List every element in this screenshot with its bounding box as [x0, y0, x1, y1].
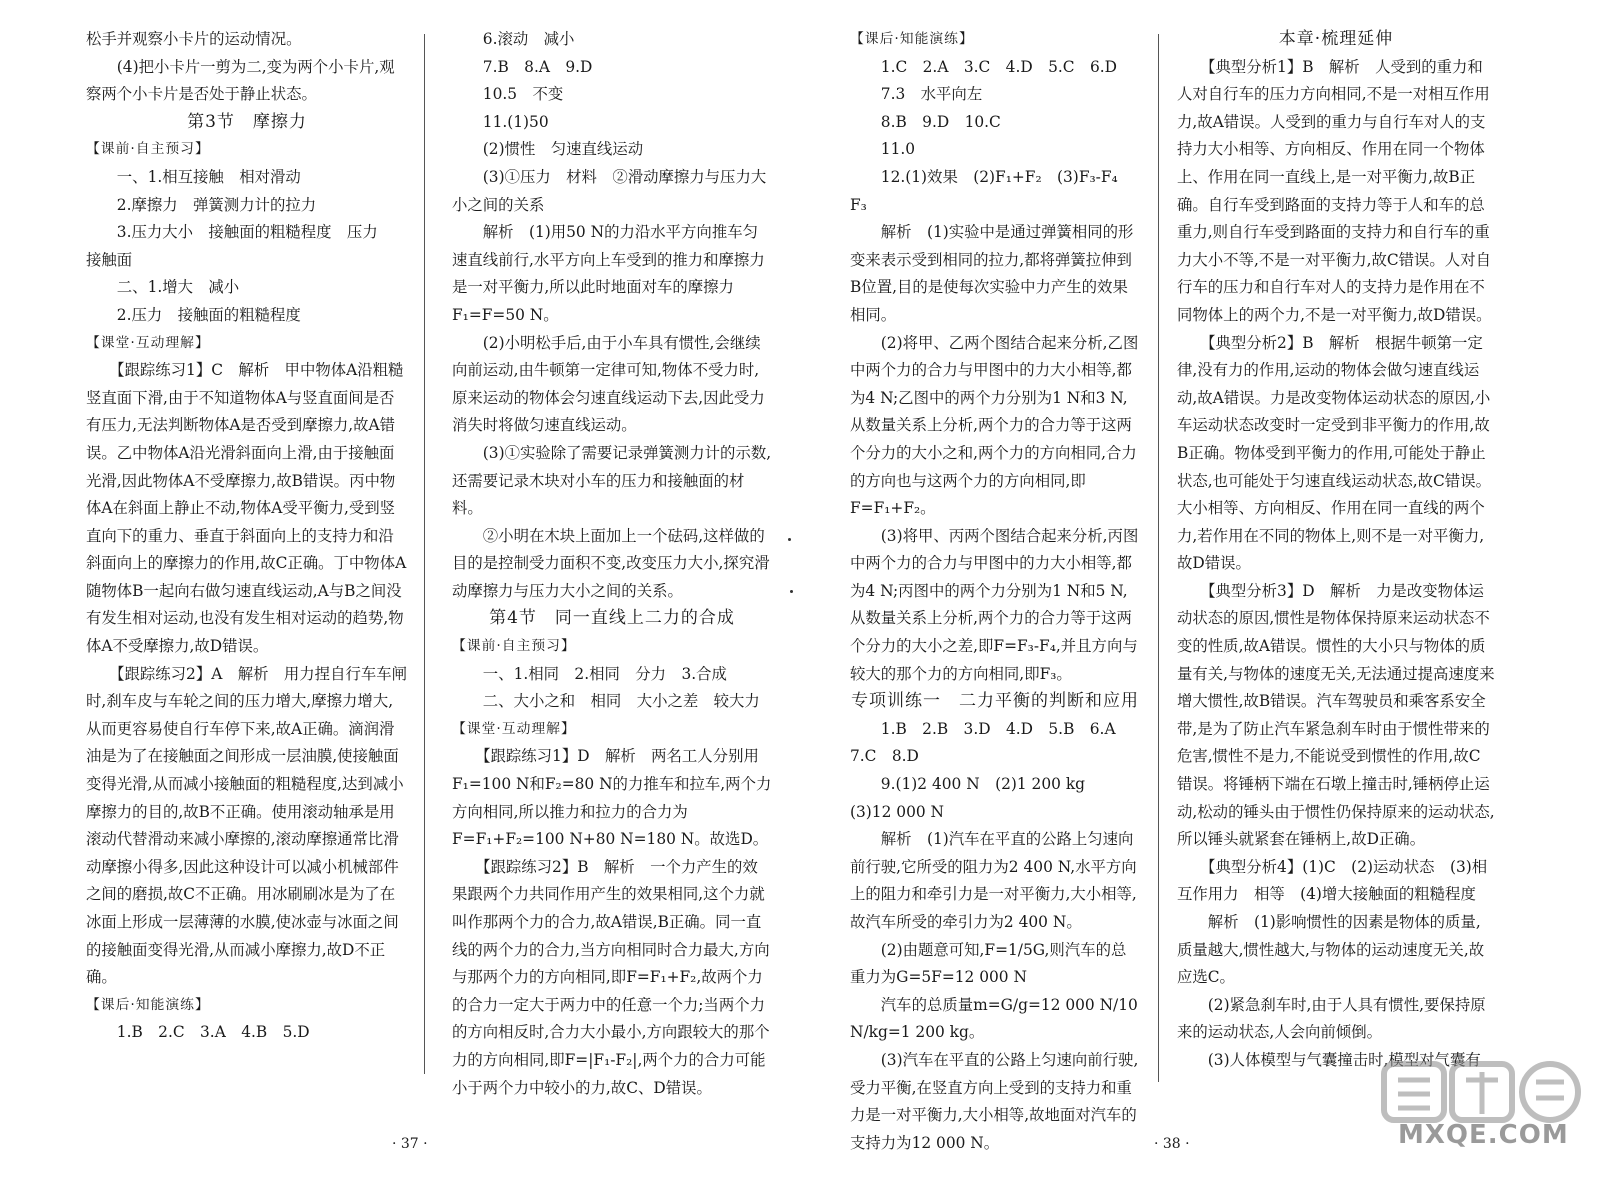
paragraph: 一、1.相同 2.相同 分力 3.合成 [452, 664, 727, 683]
page-38-left-column [850, 26, 1143, 1157]
paragraph: 【跟踪练习1】D 解析 两名工人分别用F₁=100 N和F₂=80 N的力推车和拉车,两个力方向相同,所以推力和拉力的合力为F=F₁+F₂=100 N+80 N=180 N。故选D。 [452, 747, 772, 849]
paragraph: (2)小明松手后,由于小车具有惯性,会继续向前运动,由牛顿第一定律可知,物体不受力时,原来运动的物体会匀速直线运动下去,因此受力消失时将做匀速直线运动。 [452, 333, 765, 435]
scan-dot [790, 590, 793, 593]
paragraph: (2)将甲、乙两个图结合起来分析,乙图中两个力的合力与甲图中的力大小相等,都为4 N;乙图中的两个力分别为1 N和3 N,从数量关系上分析,两个力的合力等于这两个分力的大小之和,两个力的方向相同,合力的方向也与这两个力的方向相同,即F=F₁+F₂。 [850, 333, 1139, 518]
paragraph: 11.0 [850, 140, 916, 159]
paragraph: 二、1.增大 减小 [86, 278, 240, 297]
section-label: 【课堂·互动理解】 [86, 334, 210, 351]
paragraph: 松手并观察小卡片的运动情况。 [86, 30, 302, 48]
paragraph: 3.压力大小 接触面的粗糙程度 压力 接触面 [86, 223, 394, 269]
paragraph: 10.5 不变 [452, 85, 564, 104]
paragraph: 【典型分析3】D 解析 力是改变物体运动状态的原因,惯性是物体保持原来运动状态不变的性质,故A错误。惯性的大小只与物体的质量有关,与物体的速度无关,无法通过提高速度来增大惯性,故B错误。汽车驾驶员和乘客系安全带,是为了防止汽车紧急刹车时由于惯性带来的危害,惯性不是力,不能说受到惯性的作用,故C错误。将锤柄下端在石墩上撞击时,锤柄停止运动,松动的锤头由于惯性仍保持原来的运动状态,所以锤头就紧套在锤柄上,故D正确。 [1177, 581, 1495, 849]
paragraph: 【典型分析1】B 解析 人受到的重力和人对自行车的压力方向相同,不是一对相互作用力,故A错误。人受到的重力与自行车对人的支持力大小相等、方向相反、作用在同一个物体上、作用在同一直线上,是一对平衡力,故B正确。自行车受到路面的支持力等于人和车的总重力,则自行车受到路面的支持力和自行车的重力大小不等,不是一对平衡力,故C错误。人对自行车的压力和自行车对人的支持力是作用在不同物体上的两个力,不是一对平衡力,故D错误。 [1177, 57, 1492, 324]
paragraph: 2.摩擦力 弹簧测力计的拉力 [86, 195, 317, 214]
paragraph: 1.B 2.B 3.D 4.D 5.B 6.A 7.C 8.D [850, 719, 1131, 766]
section-label: 【课前·自主预习】 [452, 638, 576, 655]
page-38-right-column [1177, 26, 1495, 1075]
section-title: 专项训练一 二力平衡的判断和应用 [851, 691, 1139, 712]
paragraph: 1.B 2.C 3.A 4.B 5.D [86, 1023, 310, 1042]
column-divider [1158, 34, 1159, 1082]
section-title: 第3节 摩擦力 [187, 111, 307, 132]
column-divider [424, 34, 425, 1074]
paragraph: 二、大小之和 相同 大小之差 较大力 [452, 692, 760, 711]
paragraph: 【典型分析2】B 解析 根据牛顿第一定律,没有力的作用,运动的物体会做匀速直线运动,故A错误。力是改变物体运动状态的原因,小车运动状态改变时一定受到非平衡力的作用,故B正确。物体受到平衡力的作用,可能处于静止状态,也可能处于匀速直线运动状态,故C错误。大小相等、方向相反、作用在同一直线的两个力,若作用在不同的物体上,则不是一对平衡力,故D错误。 [1177, 333, 1491, 573]
paragraph: 【典型分析4】(1)C (2)运动状态 (3)相互作用力 相等 (4)增大接触面的粗糙程度 [1177, 857, 1488, 904]
section-label: 【课后·知能演练】 [86, 996, 210, 1013]
paragraph: 7.B 8.A 9.D [452, 57, 593, 76]
page-37-right-column [452, 26, 772, 1102]
paragraph: (3)汽车在平直的公路上匀速向前行驶,受力平衡,在竖直方向上受到的支持力和重力是一对平衡力,大小相等,故地面对汽车的支持力为12 000 N。 [850, 1050, 1139, 1152]
paragraph: 解析 (1)用50 N的力沿水平方向推车匀速直线前行,水平方向上车受到的推力和摩擦力是一对平衡力,所以此时地面对车的摩擦力F₁=F=50 N。 [452, 223, 765, 324]
paragraph: 11.(1)50 [452, 112, 549, 131]
paragraph: 解析 (1)影响惯性的因素是物体的质量,质量越大,惯性越大,与物体的运动速度无关,故应选C。 [1177, 913, 1485, 987]
section-title: 第4节 同一直线上二力的合成 [489, 608, 735, 629]
watermark-logo-icon [1380, 1058, 1586, 1170]
paragraph: 【跟踪练习1】C 解析 甲中物体A沿粗糙竖直面下滑,由于不知道物体A与竖直面间是否有压力,无法判断物体A是否受到摩擦力,故A错误。乙中物体A沿光滑斜面向上滑,由于接触面光滑,因此物体A不受摩擦力,故B错误。丙中物体A在斜面上静止不动,物体A受平衡力,受到竖直向下的重力、垂直于斜面向上的支持力和沿斜面向上的摩擦力的作用,故C正确。丁中物体A随物体B一起向右做匀速直线运动,A与B之间没有发生相对运动,也没有发生相对运动的趋势,物体A不受摩擦力,故D错误。 [86, 361, 407, 656]
paragraph: (2)惯性 匀速直线运动 [452, 140, 644, 159]
section-title: 本章·梳理延伸 [1278, 29, 1394, 49]
page-37-left-column [86, 26, 408, 1047]
page-number: · 38 · [1154, 1136, 1190, 1152]
paragraph: 2.压力 接触面的粗糙程度 [86, 305, 301, 324]
watermark-text: MXQE.COM [1398, 1120, 1569, 1150]
paragraph: 汽车的总质量m=G/g=12 000 N/10 N/kg=1 200 kg。 [850, 995, 1143, 1042]
paragraph: 解析 (1)实验中是通过弹簧相同的形变来表示受到相同的拉力,都将弹簧拉伸到B位置,目的是使每次实验中力产生的效果相同。 [850, 223, 1134, 324]
paragraph: ②小明在木块上面加上一个砝码,这样做的目的是控制受力面积不变,改变压力大小,探究滑动摩擦力与压力大小之间的关系。 [452, 526, 770, 600]
section-label: 【课堂·互动理解】 [452, 720, 576, 737]
paragraph: (3)将甲、丙两个图结合起来分析,丙图中两个力的合力与甲图中的力大小相等,都为4 N;丙图中的两个力分别为1 N和5 N,从数量关系上分析,两个力的合力等于这两个分力的大小之差,即F=F₃-F₄,并且方向与较大的那个力的方向相同,即F₃。 [850, 526, 1139, 683]
paragraph: 8.B 9.D 10.C [850, 112, 1001, 131]
paragraph: 9.(1)2 400 N (2)1 200 kg (3)12 000 N [850, 775, 1101, 821]
paragraph: 【跟踪练习2】B 解析 一个力产生的效果跟两个力共同作用产生的效果相同,这个力就叫作那两个力的合力,故A错误,B正确。同一直线的两个力的合力,当方向相同时合力最大,方向与那两个力的方向相同,即F=F₁+F₂,故两个力的合力一定大于两力中的任意一个力;当两个力的方向相反时,合力大小最小,方向跟较大的那个力的方向相同,即F=|F₁-F₂|,两个力的合力可能小于两个力中较小的力,故C、D错误。 [452, 857, 770, 1097]
paragraph: (2)紧急刹车时,由于人具有惯性,要保持原来的运动状态,人会向前倾倒。 [1177, 995, 1486, 1042]
section-label: 【课前·自主预习】 [86, 141, 210, 158]
paragraph: 12.(1)效果 (2)F₁+F₂ (3)F₃-F₄ F₃ [850, 167, 1134, 214]
paragraph: (2)由题意可知,F=1/5G,则汽车的总重力为G=5F=12 000 N [850, 940, 1127, 987]
paragraph: 【跟踪练习2】A 解析 用力捏自行车车闸时,刹车皮与车轮之间的压力增大,摩擦力增大,从而更容易使自行车停下来,故A正确。滴润滑油是为了在接触面之间形成一层油膜,使接触面变得光滑,从而减小接触面的粗糙程度,达到减小摩擦力的目的,故B不正确。使用滚动轴承是用滚动代替滑动来减小摩擦的,滚动摩擦通常比滑动摩擦小得多,因此这种设计可以减小机械部件之间的磨损,故C不正确。用冰刷刷冰是为了在冰面上形成一层薄薄的水膜,使冰壶与冰面之间的接触面变得光滑,从而减小摩擦力,故D不正确。 [86, 664, 408, 987]
paragraph: 解析 (1)汽车在平直的公路上匀速向前行驶,它所受的阻力为2 400 N,水平方向上的阻力和牵引力是一对平衡力,大小相等,故汽车所受的牵引力为2 400 N。 [850, 830, 1137, 931]
paragraph: (3)人体模型与气囊撞击时,模型对气囊有 [1177, 1050, 1481, 1069]
page-number: · 37 · [392, 1136, 428, 1152]
paragraph: (3)①压力 材料 ②滑动摩擦力与压力大小之间的关系 [452, 167, 767, 214]
paragraph: (4)把小卡片一剪为二,变为两个小卡片,观察两个小卡片是否处于静止状态。 [86, 57, 395, 104]
scan-dot [788, 538, 791, 541]
paragraph: (3)①实验除了需要记录弹簧测力计的示数,还需要记录木块对小车的压力和接触面的材料。 [452, 443, 772, 518]
paragraph: 6.滚动 减小 [452, 30, 575, 48]
paragraph: 1.C 2.A 3.C 4.D 5.C 6.D [850, 57, 1117, 76]
section-label: 【课后·知能演练】 [850, 31, 974, 47]
paragraph: 一、1.相互接触 相对滑动 [86, 167, 301, 186]
paragraph: 7.3 水平向左 [850, 85, 983, 104]
